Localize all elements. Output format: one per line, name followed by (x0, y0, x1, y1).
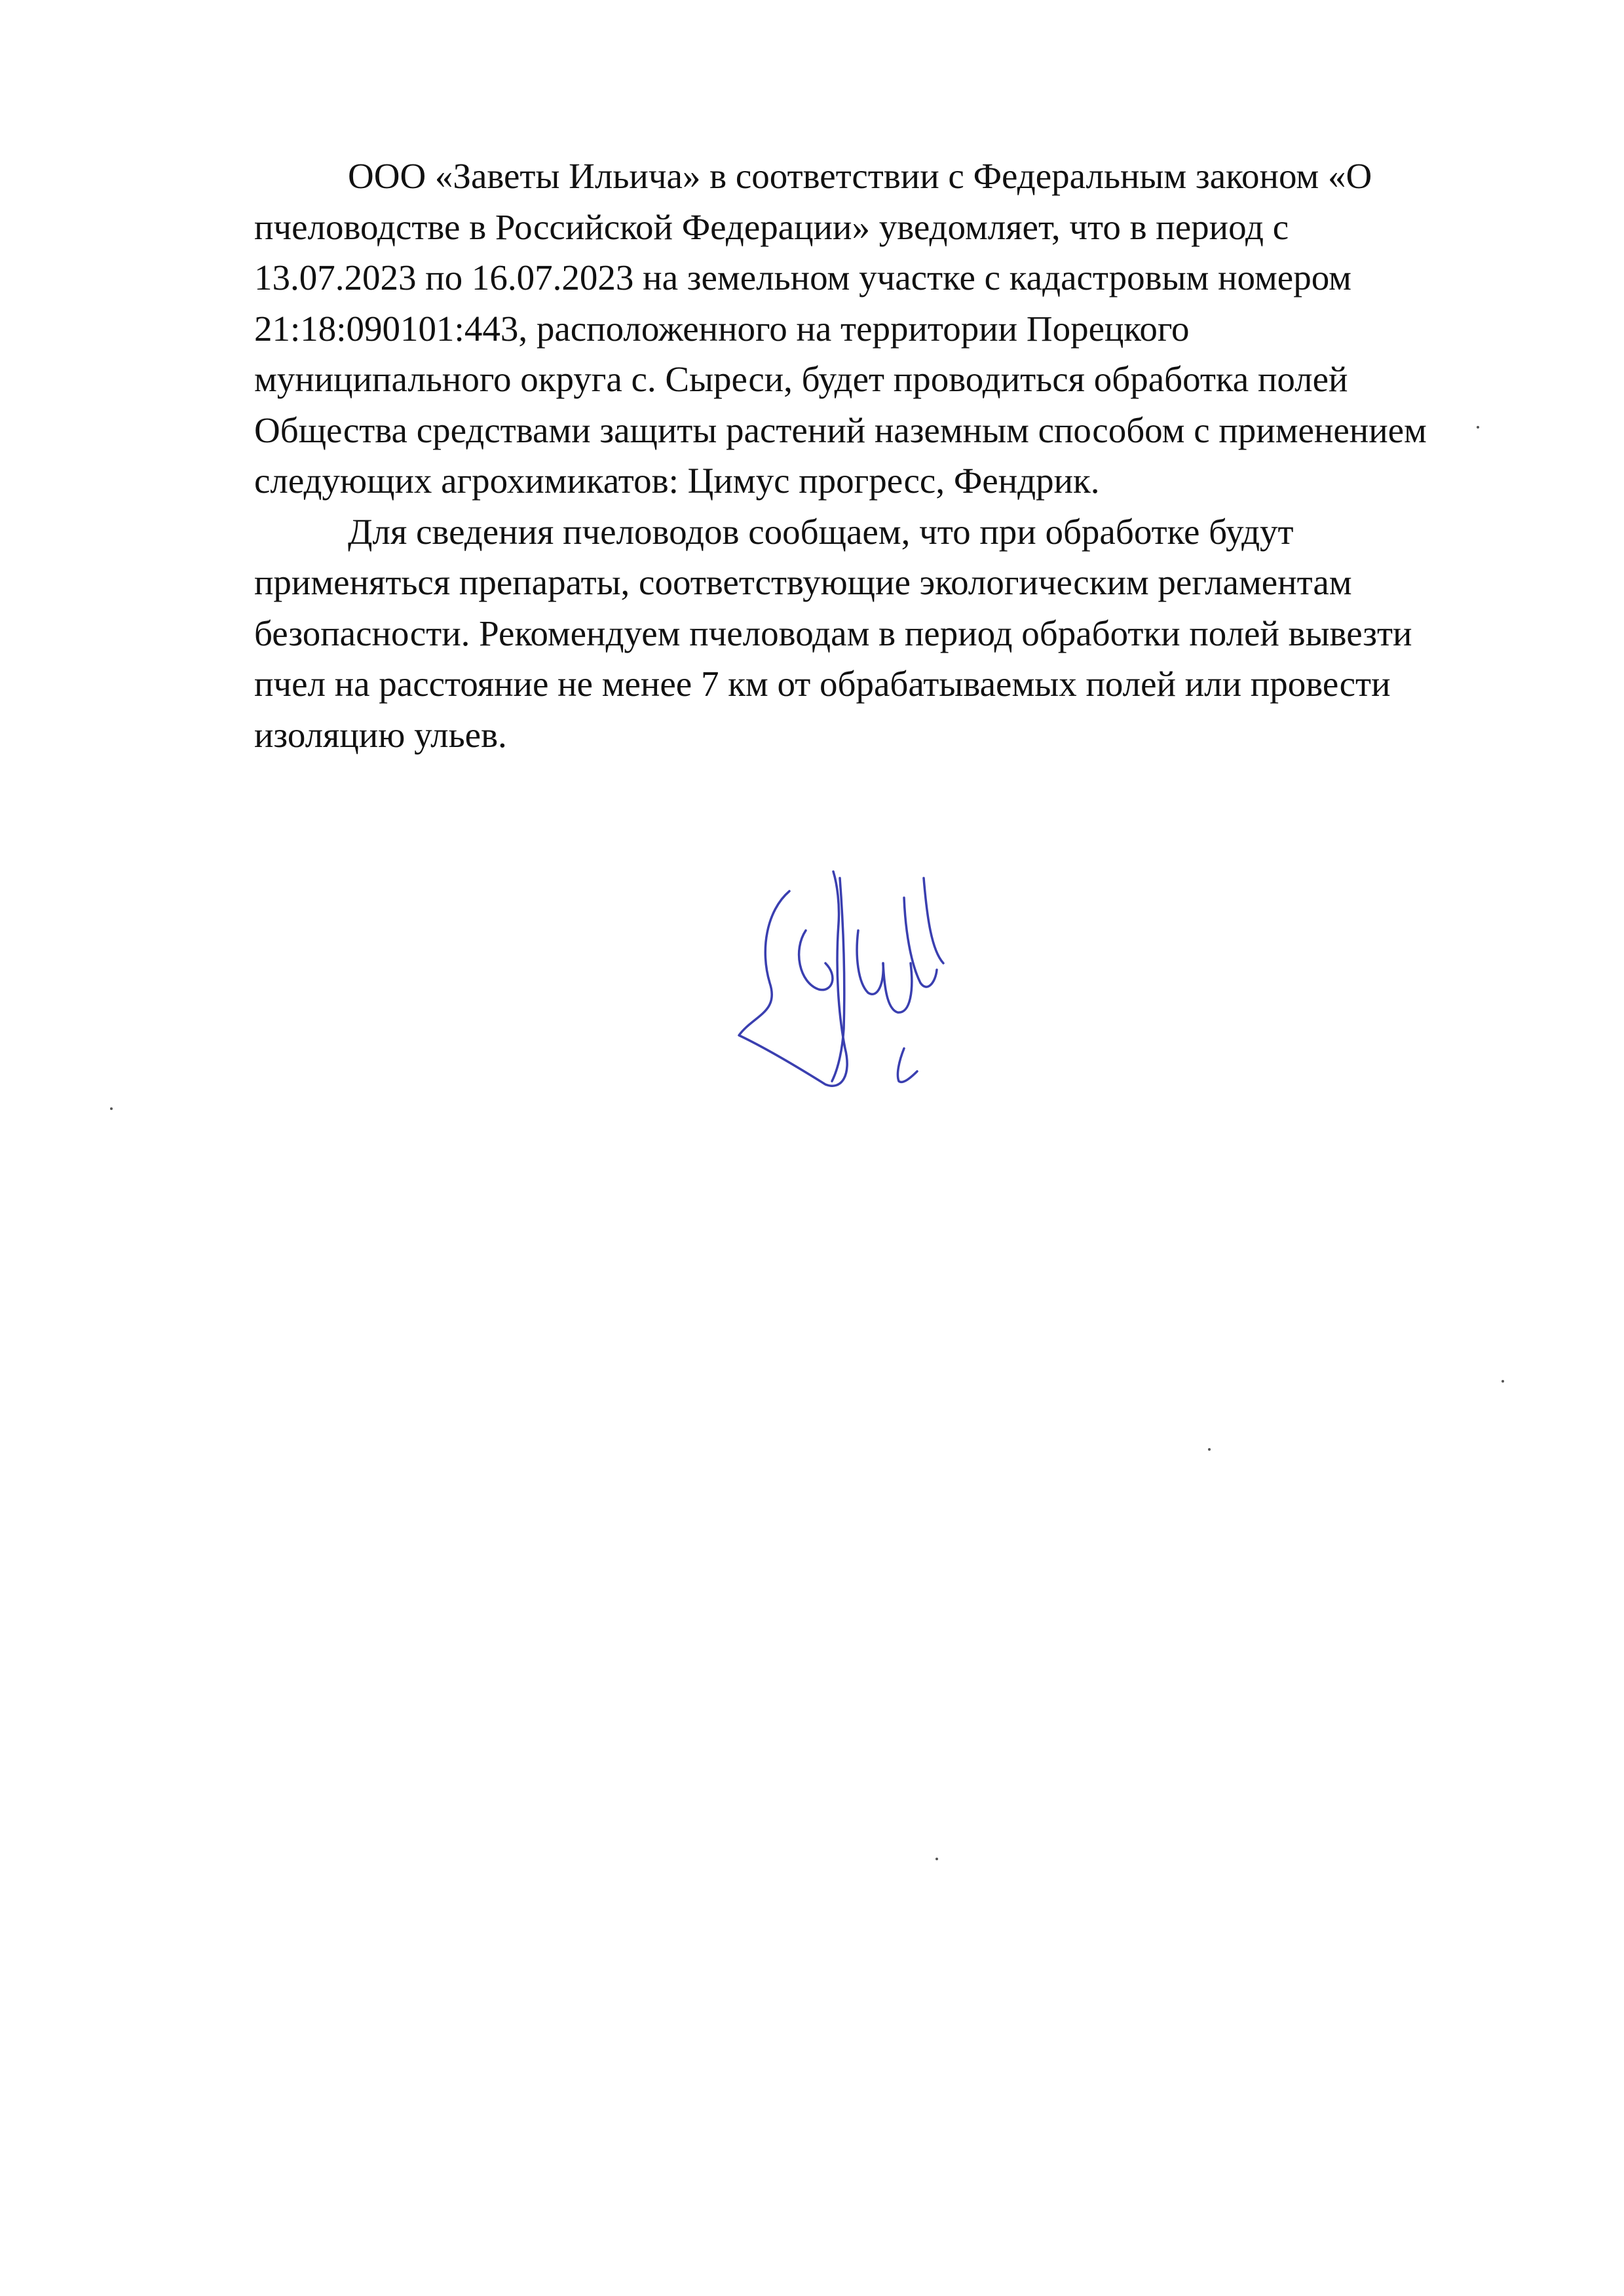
scan-speck (935, 1858, 938, 1860)
scan-speck (1501, 1380, 1504, 1383)
scan-speck (1477, 426, 1479, 429)
paragraph-recommendation: Для сведения пчеловодов сообщаем, что при обработке будут применяться препараты, соответствующие экологическим регламентам безопасности. Рекомендуем пчеловодам в период обработки полей вывезти пчел на расстояние не менее 7 км от обрабатываемых полей или провести изоляцию ульев. (254, 511, 1412, 755)
scan-speck (1208, 1448, 1211, 1451)
paragraph-notice: ООО «Заветы Ильича» в соответствии с Федеральным законом «О пчеловодстве в Российской Федерации» уведомляет, что в период с 13.07.2023 по 16.07.2023 на земельном участке с кадастровым номером 21:18:090101:443, расположенного на территории Порецкого муниципального округа с. Сыреси, будет проводиться обработка полей Общества средствами защиты растений наземным способом с применением следующих агрохимикатов: Цимус прогресс, Фендрик. (254, 156, 1427, 501)
document-body (254, 151, 1505, 760)
signature-icon (727, 852, 963, 1114)
scan-speck (110, 1107, 113, 1110)
